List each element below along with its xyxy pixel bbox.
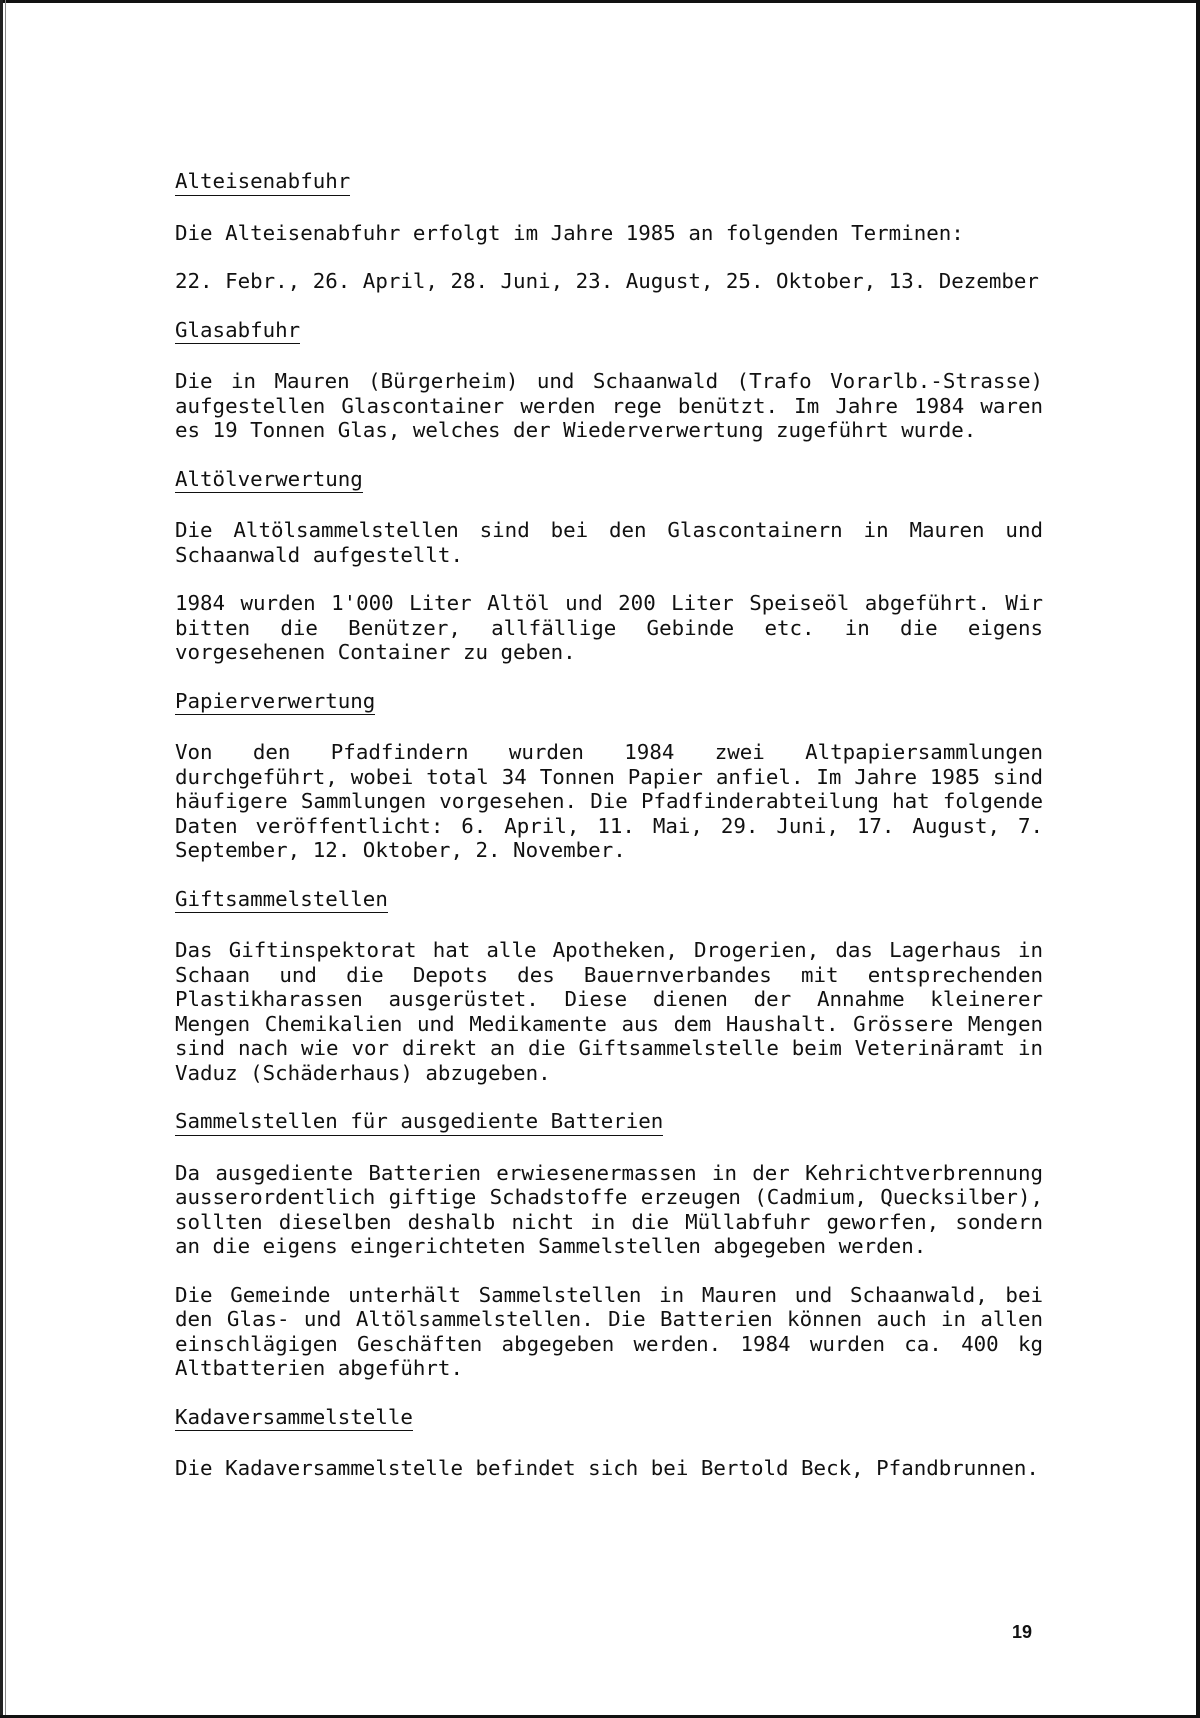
scan-border-left-inner: [5, 0, 6, 1718]
section-altoelverwertung: [175, 467, 1043, 689]
section-glasabfuhr: [175, 318, 1043, 467]
paragraph: 1984 wurden 1'000 Liter Altöl und 200 Liter Speiseöl abgeführt. Wir bitten die Benützer, allfällige Gebinde etc. in die eigens vorgesehenen Container zu geben.: [175, 591, 1043, 664]
section-heading: Kadaversammelstelle: [175, 1405, 413, 1432]
paragraph: Die Kadaversammelstelle befindet sich bei Bertold Beck, Pfandbrunnen.: [175, 1456, 1039, 1480]
page-number: 19: [1012, 1622, 1033, 1642]
section-heading: Sammelstellen für ausgediente Batterien: [175, 1109, 663, 1136]
section-heading: Altölverwertung: [175, 467, 363, 494]
scan-border-right: [1196, 0, 1200, 1718]
document-body: [175, 169, 1043, 1481]
section-heading: Giftsammelstellen: [175, 887, 388, 914]
section-alteisenabfuhr: [175, 169, 1043, 318]
paragraph: Die Altölsammelstellen sind bei den Glascontainern in Mauren und Schaanwald aufgestellt.: [175, 518, 1043, 567]
section-heading: Glasabfuhr: [175, 318, 300, 345]
section-kadaversammelstelle: [175, 1405, 1043, 1481]
section-heading: Alteisenabfuhr: [175, 169, 350, 196]
scan-border-left: [0, 0, 3, 1718]
paragraph: Die Alteisenabfuhr erfolgt im Jahre 1985 an folgenden Terminen:: [175, 220, 964, 245]
paragraph: Da ausgediente Batterien erwiesenermassen in der Kehrichtverbrennung ausserordentlich giftige Schadstoffe erzeugen (Cadmium, Quecksilber), sollten dieselben deshalb nicht in die Müllabfuhr geworfen, sondern an die eigens eingerichteten Sammelstellen abgegeben werden.: [175, 1160, 1043, 1258]
paragraph: Die in Mauren (Bürgerheim) und Schaanwald (Trafo Vorarlb.-Strasse) aufgestellen Glascontainer werden rege benützt. Im Jahre 1984 waren es 19 Tonnen Glas, welches der Wiederverwertung zugeführt wurde.: [175, 369, 1043, 442]
section-batterien: [175, 1109, 1043, 1405]
section-heading: Papierverwertung: [175, 689, 375, 716]
paragraph: Von den Pfadfindern wurden 1984 zwei Altpapiersammlungen durchgeführt, wobei total 34 Tonnen Papier anfiel. Im Jahre 1985 sind häufigere Sammlungen vorgesehen. Die Pfadfinderabteilung hat folgende Daten veröffentlicht: 6. April, 11. Mai, 29. Juni, 17. August, 7. September, 12. Oktober, 2. November.: [175, 740, 1043, 862]
paragraph: 22. Febr., 26. April, 28. Juni, 23. August, 25. Oktober, 13. Dezember: [175, 269, 1039, 293]
section-giftsammelstellen: [175, 887, 1043, 1110]
paragraph: Das Giftinspektorat hat alle Apotheken, Drogerien, das Lagerhaus in Schaan und die Depots des Bauernverbandes mit entsprechenden Plastikharassen ausgerüstet. Diese dienen der Annahme kleinerer Mengen Chemikalien und Medikamente aus dem Haushalt. Grössere Mengen sind nach wie vor direkt an die Giftsammelstelle beim Veterinäramt in Vaduz (Schäderhaus) abzugeben.: [175, 938, 1043, 1085]
section-papierverwertung: [175, 689, 1043, 887]
paragraph: Die Gemeinde unterhält Sammelstellen in Mauren und Schaanwald, bei den Glas- und Altölsammelstellen. Die Batterien können auch in allen einschlägigen Geschäften abgegeben werden. 1984 wurden ca. 400 kg Altbatterien abgeführt.: [175, 1282, 1043, 1380]
scan-border-top: [0, 0, 1200, 3]
